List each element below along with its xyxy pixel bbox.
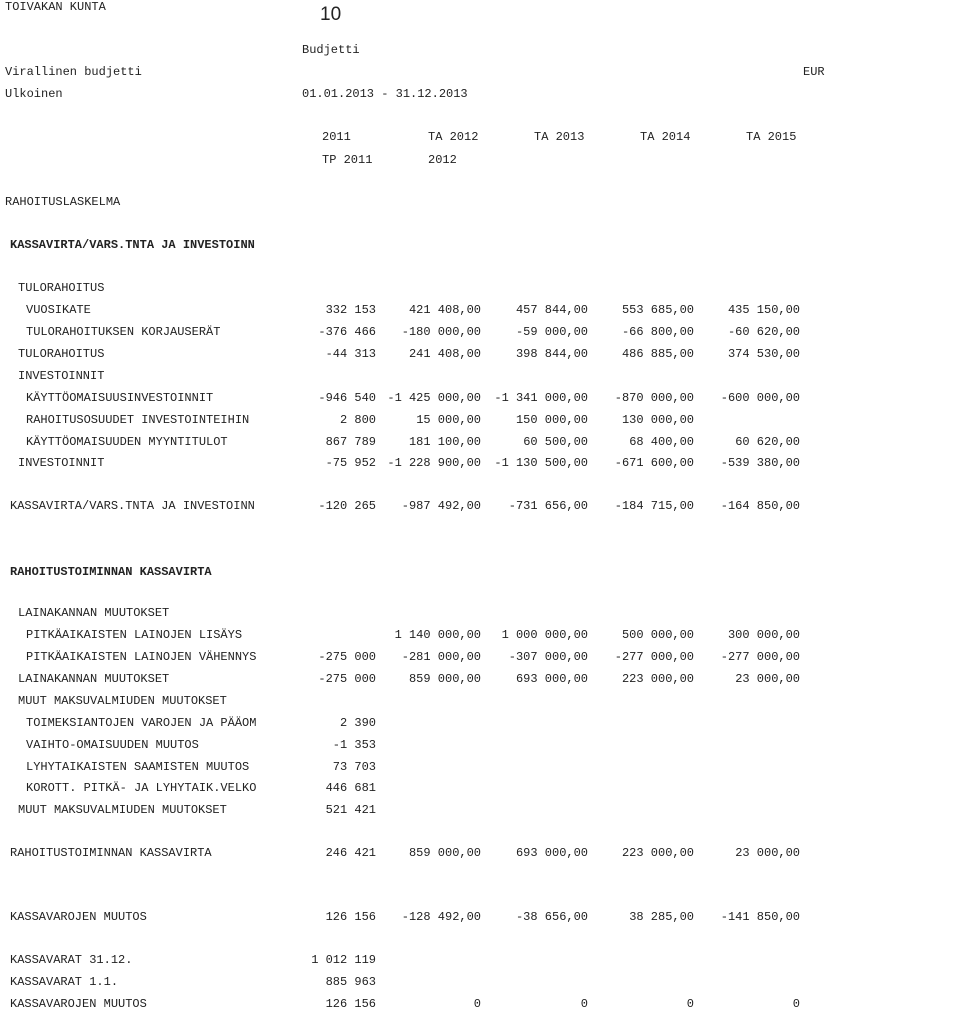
row-value: 300 000,00 [727, 628, 800, 642]
row-value: 435 150,00 [727, 303, 800, 317]
row-value: -307 000,00 [508, 650, 588, 664]
municipality-name: TOIVAKAN KUNTA [5, 0, 106, 14]
row-value: 126 156 [325, 997, 376, 1011]
column-header-top: TA 2014 [640, 130, 691, 144]
row-label: LAINAKANNAN MUUTOKSET [18, 672, 170, 686]
row-value: -539 380,00 [720, 456, 800, 470]
section-heading: RAHOITUSTOIMINNAN KASSAVIRTA [10, 565, 212, 579]
row-value: 0 [686, 997, 694, 1011]
row-value: -275 000 [318, 672, 376, 686]
row-label: VAIHTO-OMAISUUDEN MUUTOS [26, 738, 199, 752]
column-header-top: TA 2013 [534, 130, 585, 144]
row-value: 521 421 [325, 803, 376, 817]
statement-title: RAHOITUSLASKELMA [5, 195, 121, 209]
row-label: PITKÄAIKAISTEN LAINOJEN VÄHENNYS [26, 650, 257, 664]
row-value: 241 408,00 [408, 347, 481, 361]
row-value: -277 000,00 [720, 650, 800, 664]
row-value: -184 715,00 [614, 499, 694, 513]
row-label: KASSAVARAT 1.1. [10, 975, 119, 989]
row-value: 23 000,00 [735, 846, 800, 860]
row-value: 60 620,00 [735, 435, 800, 449]
row-value: -1 130 500,00 [494, 456, 588, 470]
row-value: 693 000,00 [515, 846, 588, 860]
column-header-bottom: 2012 [428, 153, 457, 167]
row-value: 0 [792, 997, 800, 1011]
row-value: 486 885,00 [621, 347, 694, 361]
row-value: 867 789 [325, 435, 376, 449]
row-value: -180 000,00 [401, 325, 481, 339]
row-value: -1 353 [332, 738, 376, 752]
row-value: -946 540 [318, 391, 376, 405]
row-value: 0 [580, 997, 588, 1011]
row-value: -38 656,00 [515, 910, 588, 924]
row-label: KASSAVAROJEN MUUTOS [10, 910, 147, 924]
row-label: KASSAVARAT 31.12. [10, 953, 133, 967]
row-label: RAHOITUSTOIMINNAN KASSAVIRTA [10, 846, 212, 860]
row-value: 73 703 [332, 760, 376, 774]
row-value: 0 [473, 997, 481, 1011]
row-label: RAHOITUSOSUUDET INVESTOINTEIHIN [26, 413, 250, 427]
row-label: LAINAKANNAN MUUTOKSET [18, 606, 170, 620]
row-value: 2 390 [339, 716, 376, 730]
row-value: 374 530,00 [727, 347, 800, 361]
row-value: -281 000,00 [401, 650, 481, 664]
row-value: 15 000,00 [416, 413, 481, 427]
row-value: 398 844,00 [515, 347, 588, 361]
row-value: -120 265 [318, 499, 376, 513]
column-header-top: TA 2015 [746, 130, 797, 144]
row-value: -987 492,00 [401, 499, 481, 513]
row-value: 68 400,00 [629, 435, 694, 449]
row-value: -60 620,00 [727, 325, 800, 339]
row-label: MUUT MAKSUVALMIUDEN MUUTOKSET [18, 803, 227, 817]
row-value: 859 000,00 [408, 672, 481, 686]
row-value: 150 000,00 [515, 413, 588, 427]
row-value: -59 000,00 [515, 325, 588, 339]
row-value: -1 341 000,00 [494, 391, 588, 405]
row-label: KASSAVAROJEN MUUTOS [10, 997, 147, 1011]
row-label: INVESTOINNIT [18, 456, 105, 470]
row-value: 859 000,00 [408, 846, 481, 860]
row-value: 332 153 [325, 303, 376, 317]
row-value: -376 466 [318, 325, 376, 339]
row-value: 885 963 [325, 975, 376, 989]
row-value: 1 000 000,00 [501, 628, 588, 642]
row-label: KÄYTTÖOMAISUUDEN MYYNTITULOT [26, 435, 228, 449]
row-value: 38 285,00 [629, 910, 694, 924]
page-number: 10 [320, 4, 342, 25]
row-value: -870 000,00 [614, 391, 694, 405]
row-label: LYHYTAIKAISTEN SAAMISTEN MUUTOS [26, 760, 250, 774]
row-value: -141 850,00 [720, 910, 800, 924]
row-label: KOROTT. PITKÄ- JA LYHYTAIK.VELKO [26, 781, 257, 795]
row-value: -66 800,00 [621, 325, 694, 339]
row-value: 553 685,00 [621, 303, 694, 317]
row-label: KÄYTTÖOMAISUUSINVESTOINNIT [26, 391, 214, 405]
row-value: -600 000,00 [720, 391, 800, 405]
row-value: -277 000,00 [614, 650, 694, 664]
row-label: TULORAHOITUKSEN KORJAUSERÄT [26, 325, 221, 339]
row-value: 1 012 119 [311, 953, 376, 967]
column-header-top: TA 2012 [428, 130, 479, 144]
row-value: -731 656,00 [508, 499, 588, 513]
row-label: PITKÄAIKAISTEN LAINOJEN LISÄYS [26, 628, 243, 642]
row-value: -671 600,00 [614, 456, 694, 470]
row-value: 223 000,00 [621, 672, 694, 686]
row-label: VUOSIKATE [26, 303, 91, 317]
row-label: MUUT MAKSUVALMIUDEN MUUTOKSET [18, 694, 227, 708]
row-value: 246 421 [325, 846, 376, 860]
period-label: 01.01.2013 - 31.12.2013 [302, 87, 468, 101]
row-label: INVESTOINNIT [18, 369, 105, 383]
row-value: 500 000,00 [621, 628, 694, 642]
row-value: -44 313 [325, 347, 376, 361]
row-value: 23 000,00 [735, 672, 800, 686]
row-label: TULORAHOITUS [18, 347, 105, 361]
row-value: 457 844,00 [515, 303, 588, 317]
row-value: 1 140 000,00 [394, 628, 481, 642]
budget-type: Virallinen budjetti [5, 65, 142, 79]
row-value: -275 000 [318, 650, 376, 664]
row-label: TOIMEKSIANTOJEN VAROJEN JA PÄÄOM [26, 716, 257, 730]
row-value: 693 000,00 [515, 672, 588, 686]
row-label: TULORAHOITUS [18, 281, 105, 295]
row-value: -1 425 000,00 [387, 391, 481, 405]
row-value: 126 156 [325, 910, 376, 924]
row-value: -1 228 900,00 [387, 456, 481, 470]
row-value: -128 492,00 [401, 910, 481, 924]
section-heading: KASSAVIRTA/VARS.TNTA JA INVESTOINN [10, 238, 255, 252]
scope-label: Ulkoinen [5, 87, 63, 101]
row-value: 181 100,00 [408, 435, 481, 449]
row-value: 2 800 [339, 413, 376, 427]
currency-label: EUR [803, 65, 825, 79]
column-header-bottom: TP 2011 [322, 153, 373, 167]
row-value: 421 408,00 [408, 303, 481, 317]
row-value: 60 500,00 [523, 435, 588, 449]
row-value: -75 952 [325, 456, 376, 470]
column-header-top: 2011 [322, 130, 351, 144]
row-value: 446 681 [325, 781, 376, 795]
report-title: Budjetti [302, 43, 360, 57]
row-value: 130 000,00 [621, 413, 694, 427]
row-label: KASSAVIRTA/VARS.TNTA JA INVESTOINN [10, 499, 255, 513]
row-value: 223 000,00 [621, 846, 694, 860]
row-value: -164 850,00 [720, 499, 800, 513]
